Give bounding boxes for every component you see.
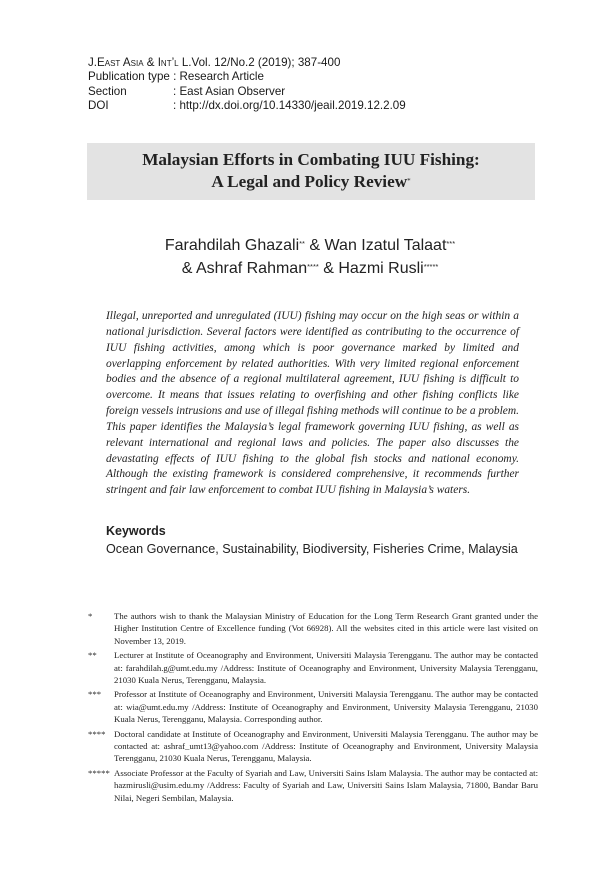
journal-prefix: J. <box>88 56 98 69</box>
title-line-1: Malaysian Efforts in Combating IUU Fishing: <box>142 150 480 169</box>
author-list <box>60 234 560 280</box>
footnotes <box>88 610 538 806</box>
footnote <box>88 688 538 725</box>
author-footnote-mark[interactable]: **** <box>307 262 319 271</box>
title-banner <box>87 143 535 200</box>
footnote-mark: **** <box>88 728 106 739</box>
footnote-mark: ** <box>88 650 97 661</box>
author-name: Wan Izatul Talaat <box>324 237 447 254</box>
title-line-2: A Legal and Policy Review* <box>211 172 411 191</box>
section-key: Section <box>88 84 127 98</box>
author-line-2: & Ashraf Rahman**** & Hazmi Rusli***** <box>181 260 439 277</box>
footnote <box>88 649 538 686</box>
journal-citation <box>88 56 406 70</box>
keywords-heading: Keywords <box>106 524 166 538</box>
title-footnote-mark[interactable]: * <box>407 177 411 185</box>
footnote <box>88 728 538 765</box>
author-footnote-mark[interactable]: ** <box>299 239 305 248</box>
footnote-text: Lecturer at Institute of Oceanography and Environment, Universiti Malaysia Terengganu. The author may be contacted at: farahdilah.g@umt.edu.my /Address: Institute of Oceanography and Environment, University Malaysia Terengganu, 21030 Kuala Nerus, Terengganu, Malaysia. <box>114 650 538 686</box>
footnote-mark: ***** <box>88 767 110 778</box>
doi-key: DOI <box>88 98 109 112</box>
publication-type-key: Publication type <box>88 70 170 84</box>
author-name: Hazmi Rusli <box>338 260 424 277</box>
doi-value[interactable]: : http://dx.doi.org/10.14330/jeail.2019.12.2.09 <box>173 98 406 112</box>
author-footnote-mark[interactable]: ***** <box>423 262 439 271</box>
article-metadata <box>88 56 406 113</box>
footnote-text: Professor at Institute of Oceanography and Environment, Universiti Malaysia Terengganu. The author may be contacted at: wia@umt.edu.my /Address: Institute of Oceanography and Environment, University Malaysia Terengganu, 21030 Kuala Nerus, Terengganu, Malaysia. Corresponding author. <box>114 689 538 725</box>
section-value: : East Asian Observer <box>173 84 286 98</box>
author-name: Farahdilah Ghazali <box>164 237 300 254</box>
abstract: Illegal, unreported and unregulated (IUU) fishing may occur on the high seas or within a national jurisdiction. Several factors were identified as contributing to the occurrence of IUU fishing activities, among which is poor governance marked by limited and overlapping enforcement by related authorities. With very limited regional enforcement bodies and the absence of a regional multilateral agreement, IUU fishing is difficult to overcome. It means that issues relating to overfishing and other fishing conflicts like foreign vessels intrusions and use of illegal fishing methods will continue to be a problem. This paper identifies the Malaysia’s legal framework governing IUU fishing, as well as relevant international and regional laws and policies. The paper also discusses the devastating effects of IUU fishing to the global fish stocks and national economy. Although the existing framework is considered comprehensive, it recommends further stringent and fair law enforcement to combat IUU fishing in Malaysia’s waters. <box>106 310 519 497</box>
footnote-text: Associate Professor at the Faculty of Syariah and Law, Universiti Sains Islam Malaysia. The author may be contacted at: hazmirusli@usim.edu.my /Address: Faculty of Syariah and Law, Universiti Sains Islam Malaysia, 71800, Bandar Baru Nilai, Negeri Sembilan, Malaysia. <box>114 767 538 803</box>
footnote-text: The authors wish to thank the Malaysian Ministry of Education for the Long Term Research Grant granted under the Higher Institution Centre of Excellence funding (Vot 66928). All the websites cited in this article were last visited on November 13, 2019. <box>114 611 538 646</box>
footnote-mark: *** <box>88 689 102 700</box>
publication-type-value: : Research Article <box>173 70 264 84</box>
paper-title <box>87 143 535 193</box>
author-footnote-mark[interactable]: *** <box>446 239 456 248</box>
author-name: Ashraf Rahman <box>195 260 308 277</box>
footnote <box>88 610 538 647</box>
doi-row <box>88 99 406 113</box>
journal-volume: Vol. 12/No.2 (2019); 387-400 <box>191 56 341 69</box>
footnote-mark: * <box>88 611 93 621</box>
publication-type-row <box>88 70 406 84</box>
journal-name: East Asia & Int’l L. <box>97 56 192 69</box>
keywords-list: Ocean Governance, Sustainability, Biodiversity, Fisheries Crime, Malaysia <box>106 542 518 556</box>
section-row <box>88 85 406 99</box>
footnote-text: Doctoral candidate at Institute of Oceanography and Environment, Universiti Malaysia Terengganu. The author may be contacted at: ashraf_umt13@yahoo.com /Address: Institute of Oceanography and Environment, University Malaysia Terengganu, 21030 Kuala Nerus, Terengganu, Malaysia. <box>114 728 538 764</box>
footnote <box>88 767 538 804</box>
author-line-1: Farahdilah Ghazali** & Wan Izatul Talaat*** <box>164 237 456 254</box>
